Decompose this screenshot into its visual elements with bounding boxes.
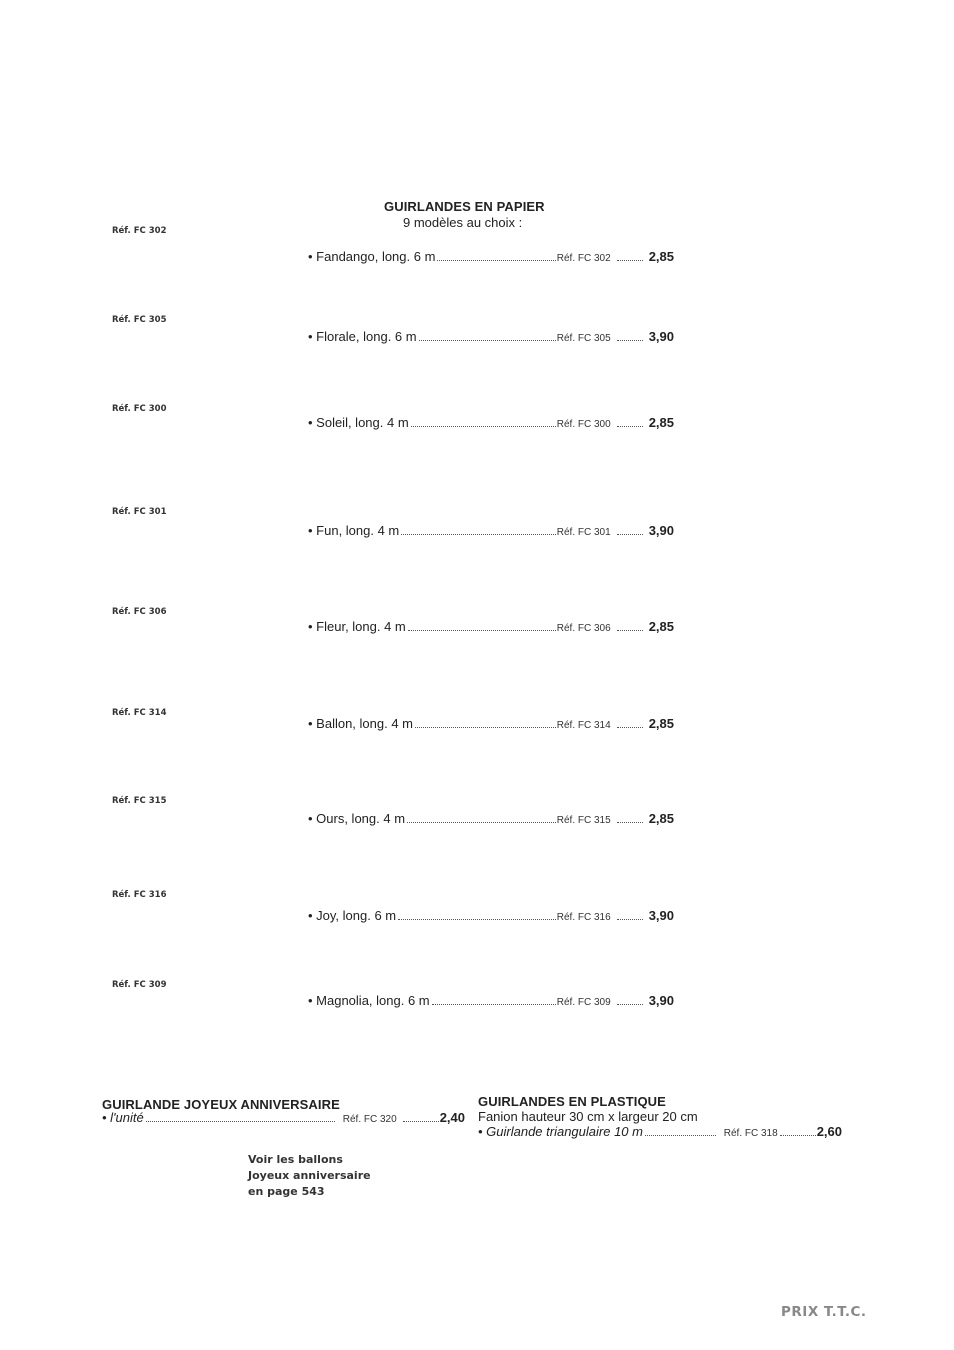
balloon-note xyxy=(248,1152,371,1200)
list-item xyxy=(308,329,674,347)
dot-leader xyxy=(403,1121,439,1122)
dot-leader xyxy=(437,260,555,261)
list-item xyxy=(308,811,674,829)
dot-leader xyxy=(432,1004,556,1005)
item-name: • Joy, long. 6 m xyxy=(308,908,397,923)
dot-leader xyxy=(617,260,643,261)
item-price: 3,90 xyxy=(648,329,674,344)
dot-leader xyxy=(617,1004,643,1005)
dot-leader xyxy=(617,426,643,427)
list-item xyxy=(308,619,674,637)
item-name: • l'unité xyxy=(102,1110,144,1125)
item-ref: Réf. FC 318 xyxy=(723,1128,778,1139)
dot-leader xyxy=(415,727,556,728)
item-name: • Ours, long. 4 m xyxy=(308,811,406,826)
side-ref-label: Réf. FC 315 xyxy=(112,796,167,806)
side-ref-label: Réf. FC 309 xyxy=(112,980,167,990)
plastique-description: Fanion hauteur 30 cm x largeur 20 cm xyxy=(478,1109,698,1124)
side-ref-label: Réf. FC 316 xyxy=(112,890,167,900)
item-ref: Réf. FC 314 xyxy=(556,720,611,731)
list-item xyxy=(308,716,674,734)
dot-leader xyxy=(617,630,643,631)
item-price: 2,85 xyxy=(648,716,674,731)
list-item xyxy=(308,908,674,926)
item-ref: Réf. FC 301 xyxy=(556,527,611,538)
item-price: 2,85 xyxy=(648,415,674,430)
item-price: 3,90 xyxy=(648,523,674,538)
item-price: 2,85 xyxy=(648,811,674,826)
item-name: • Magnolia, long. 6 m xyxy=(308,993,430,1008)
item-name: • Guirlande triangulaire 10 m xyxy=(478,1124,643,1139)
item-ref: Réf. FC 306 xyxy=(556,623,611,634)
section-title: GUIRLANDES EN PAPIER xyxy=(384,199,545,214)
dot-leader xyxy=(617,340,643,341)
plastique-item xyxy=(478,1124,842,1142)
price-footer: PRIX T.T.C. xyxy=(781,1304,867,1320)
item-ref: Réf. FC 300 xyxy=(556,419,611,430)
list-item xyxy=(308,249,674,267)
note-line: en page 543 xyxy=(248,1185,325,1198)
dot-leader xyxy=(146,1121,335,1122)
item-ref: Réf. FC 315 xyxy=(556,815,611,826)
item-ref: Réf. FC 316 xyxy=(556,912,611,923)
side-ref-label: Réf. FC 305 xyxy=(112,315,167,325)
item-name: • Fandango, long. 6 m xyxy=(308,249,436,264)
side-ref-label: Réf. FC 301 xyxy=(112,507,167,517)
list-item xyxy=(308,415,674,433)
item-name: • Soleil, long. 4 m xyxy=(308,415,409,430)
item-price: 3,90 xyxy=(648,993,674,1008)
side-ref-label: Réf. FC 314 xyxy=(112,708,167,718)
dot-leader xyxy=(617,727,643,728)
side-ref-label: Réf. FC 306 xyxy=(112,607,167,617)
anniversaire-item xyxy=(102,1110,465,1128)
dot-leader xyxy=(617,822,643,823)
item-name: • Ballon, long. 4 m xyxy=(308,716,413,731)
item-name: • Florale, long. 6 m xyxy=(308,329,417,344)
item-ref: Réf. FC 302 xyxy=(556,253,611,264)
item-price: 2,85 xyxy=(648,249,674,264)
dot-leader xyxy=(780,1135,816,1136)
note-line: Voir les ballons xyxy=(248,1153,343,1166)
dot-leader xyxy=(617,919,643,920)
dot-leader xyxy=(407,822,556,823)
item-price: 2,40 xyxy=(439,1110,465,1125)
dot-leader xyxy=(645,1135,716,1136)
side-ref-label: Réf. FC 300 xyxy=(112,404,167,414)
dot-leader xyxy=(408,630,556,631)
dot-leader xyxy=(398,919,556,920)
item-name: • Fleur, long. 4 m xyxy=(308,619,406,634)
plastique-title: GUIRLANDES EN PLASTIQUE xyxy=(478,1094,666,1109)
item-name: • Fun, long. 4 m xyxy=(308,523,400,538)
dot-leader xyxy=(419,340,556,341)
dot-leader xyxy=(411,426,556,427)
item-price: 3,90 xyxy=(648,908,674,923)
item-ref: Réf. FC 320 xyxy=(342,1114,397,1125)
item-price: 2,60 xyxy=(816,1124,842,1139)
item-ref: Réf. FC 309 xyxy=(556,997,611,1008)
section-subtitle: 9 modèles au choix : xyxy=(403,215,523,230)
note-line: Joyeux anniversaire xyxy=(248,1169,371,1182)
side-ref-label: Réf. FC 302 xyxy=(112,226,167,236)
item-ref: Réf. FC 305 xyxy=(556,333,611,344)
list-item xyxy=(308,523,674,541)
dot-leader xyxy=(617,534,643,535)
anniversaire-title: GUIRLANDE JOYEUX ANNIVERSAIRE xyxy=(102,1097,340,1112)
list-item xyxy=(308,993,674,1011)
item-price: 2,85 xyxy=(648,619,674,634)
dot-leader xyxy=(401,534,556,535)
